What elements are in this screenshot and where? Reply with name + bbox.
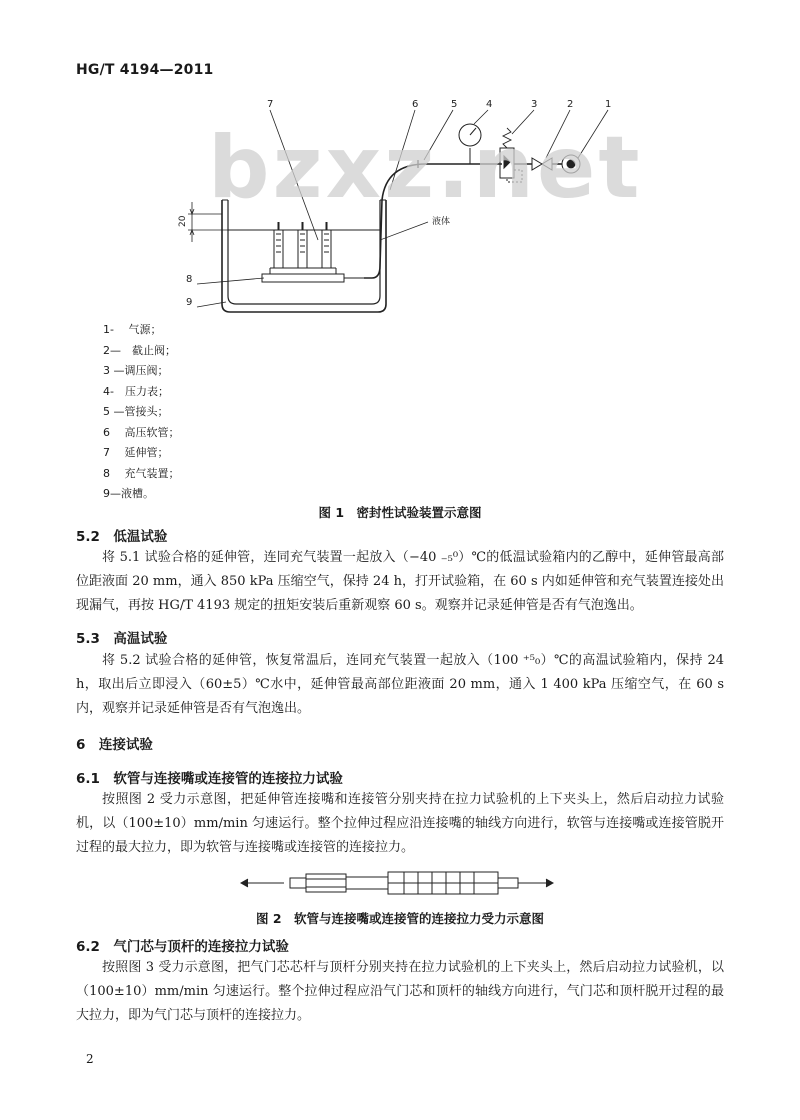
section-6-2-body: 按照图 3 受力示意图，把气门芯芯杆与顶杆分别夹持在拉力试验机的上下夹头上，然后启动拉力试验机，以（100±10）mm/min 匀速运行。整个拉伸过程应沿气门芯和顶杆的轴线方向进行，气门芯和顶杆脱开过程的最大拉力，即为气门芯与顶杆的连接拉力。 [76, 960, 724, 1023]
liquid-label: 液体 [432, 217, 451, 227]
legend-item: 2— 截止阀； [103, 343, 176, 357]
callout-1: 1 [605, 99, 612, 110]
figure-2-caption: 图 2 软管与连接嘴或连接管的连接拉力受力示意图 [255, 911, 545, 926]
callout-8: 8 [186, 274, 193, 285]
section-6-1-heading: 6.1 软管与连接嘴或连接管的连接拉力试验 [76, 771, 343, 787]
standard-number: HG/T 4194—2011 [76, 62, 214, 78]
section-6-2-heading: 6.2 气门芯与顶杆的连接拉力试验 [76, 939, 289, 955]
callout-4: 4 [486, 99, 493, 110]
connector-nozzle [306, 874, 346, 892]
section-6-heading: 6 连接试验 [76, 737, 153, 753]
callout-9: 9 [186, 297, 193, 308]
figure-1-caption: 图 1 密封性试验装置示意图 [318, 505, 482, 520]
figure-2-force-diagram [238, 868, 558, 898]
section-5-2-heading: 5.2 低温试验 [76, 529, 168, 545]
legend-item: 9—液槽。 [103, 487, 154, 500]
extension-tubes [274, 222, 331, 268]
legend-item: 1- 气源； [103, 323, 162, 336]
legend-item: 7 延伸管； [103, 446, 169, 459]
charging-device-body [262, 274, 344, 282]
callout-3: 3 [531, 99, 538, 110]
page-number: 2 [86, 1052, 94, 1066]
section-6-1-body: 按照图 2 受力示意图，把延伸管连接嘴和连接管分别夹持在拉力试验机的上下夹头上，然后启动拉力试验机，以（100±10）mm/min 匀速运行。整个拉伸过程应沿连接嘴的轴线方向进行，软管与连接嘴或连接管脱开过程的最大拉力，即为软管与连接嘴或连接管的连接拉力。 [76, 792, 724, 855]
hose-section [346, 877, 388, 889]
legend-item: 5 —管接头； [103, 405, 169, 418]
section-5-3-body: 将 5.2 试验合格的延伸管，恢复常温后，连同充气装置一起放入（100 ⁺⁵₀）℃的高温试验箱内，保持 24 h，取出后立即浸入（60±5）℃水中，延伸管最高部位距液面 20 mm，通入 1 400 kPa 压缩空气，在 60 s 内，观察并记录延伸管是否有气泡逸出。 [76, 653, 724, 716]
callout-5: 5 [451, 99, 458, 110]
legend-item: 4- 压力表； [103, 384, 169, 398]
watermark: bzxz.net [208, 118, 643, 218]
connector-pipe-end [498, 878, 518, 888]
legend-item: 6 高压软管； [103, 425, 180, 439]
section-5-2-body: 将 5.1 试验合格的延伸管，连同充气装置一起放入（−40 ₋₅⁰）℃的低温试验箱内的乙醇中，延伸管最高部位距液面 20 mm，通入 850 kPa 压缩空气，保持 24 h，打开试验箱，在 60 s 内如延伸管和充气装置连接处出现漏气，再按 HG/T 4193 规定的扭矩安装后重新观察 60 s。观察并记录延伸管是否有气泡逸出。 [76, 550, 724, 613]
figure-1-legend [103, 320, 180, 505]
section-5-3-heading: 5.3 高温试验 [76, 631, 168, 647]
callout-2: 2 [567, 99, 574, 110]
callout-6: 6 [412, 99, 419, 110]
connector-nozzle-end [290, 878, 306, 888]
legend-item: 3 —调压阀； [103, 364, 169, 377]
legend-item: 8 充气装置； [103, 466, 180, 480]
callout-7: 7 [267, 99, 274, 110]
dimension-label: 20 [178, 215, 188, 227]
